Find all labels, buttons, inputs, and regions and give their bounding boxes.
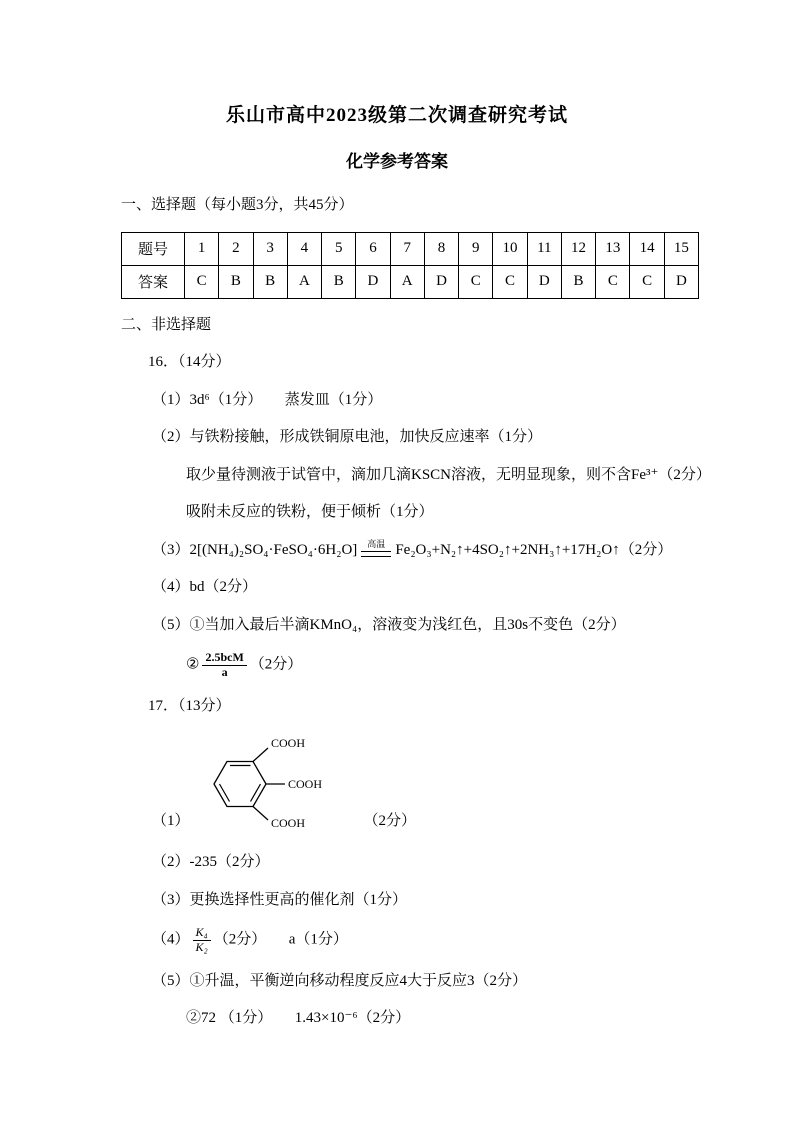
question-number-cell: 11 [527, 232, 561, 265]
cooh-label-bottom: COOH [270, 816, 305, 831]
equation-equals [361, 540, 391, 557]
section-choice-heading: 一、选择题（每小题3分，共45分） [121, 197, 354, 213]
answer-cell: D [527, 265, 561, 298]
fraction [193, 926, 211, 955]
answer-cell: A [390, 265, 424, 298]
q16-item-5-2 [186, 651, 704, 680]
q16-item-4: （4）bd（2分） [152, 579, 258, 595]
question-number-cell: 5 [322, 232, 356, 265]
q16-item-5-1: （5）①当加入最后半滴KMnO₄，溶液变为浅红色，且30s不变色（2分） [152, 616, 626, 633]
row-label-cell: 题号 [122, 232, 185, 265]
q17-item-1-label: （1） [152, 813, 190, 830]
bond-to-cooh-bottom [253, 807, 268, 821]
q17-item-2: （2）-235（2分） [152, 854, 270, 871]
doc-subtitle: 化学参考答案 [346, 152, 448, 171]
question-number-cell: 12 [561, 232, 595, 265]
answer-cell: C [459, 265, 493, 298]
fraction-numerator: 2.5bcM [202, 651, 246, 666]
answer-cell: D [664, 265, 698, 298]
answer-cell: C [596, 265, 630, 298]
answer-cell: C [630, 265, 664, 298]
question-number-cell: 8 [424, 232, 458, 265]
question-number-row [122, 232, 699, 265]
answer-row [122, 265, 699, 298]
answer-cell: D [424, 265, 458, 298]
answer-cell: B [561, 265, 595, 298]
cooh-label-mid: COOH [287, 777, 322, 792]
answer-cell: D [356, 265, 390, 298]
fraction [202, 651, 246, 680]
question-number-cell: 3 [253, 232, 287, 265]
answer-cell: C [493, 265, 527, 298]
answer-cell: C [185, 265, 219, 298]
answer-cell: B [322, 265, 356, 298]
q16-item-2-cont-2: 吸附未反应的铁粉，便于倾析（1分） [186, 504, 434, 520]
q16-item-2-cont-1: 取少量待测液于试管中，滴加几滴KSCN溶液，无明显现象，则不含Fe³⁺（2分） [186, 466, 711, 483]
row-label-cell: 答案 [122, 265, 185, 298]
bond-to-cooh-top [253, 748, 268, 762]
question-number-cell: 13 [596, 232, 630, 265]
benzene-tricarboxylic-structure [200, 732, 350, 836]
q17-title: 17．（13分） [148, 697, 231, 714]
q16-title: 16．（14分） [148, 354, 231, 370]
fraction-numerator: K₄ [193, 926, 211, 941]
q16-item-3 [152, 539, 704, 562]
q17-item-4-prefix: （4） [152, 931, 190, 948]
q16-equation-right: Fe₂O₃+N₂↑+4SO₂↑+2NH₃↑+17H₂O↑（2分） [395, 541, 673, 558]
q16-equation-left: （3）2[(NH₄)₂SO₄·FeSO₄·6H₂O] [152, 541, 358, 558]
cooh-label-top: COOH [270, 736, 305, 751]
q16-item-5-2-score: （2分） [249, 656, 303, 673]
equation-condition: 高温 [367, 538, 386, 549]
q17-item-3: （3）更换选择性更高的催化剂（1分） [152, 891, 408, 908]
question-number-cell: 10 [493, 232, 527, 265]
double-bond [250, 784, 260, 802]
question-number-cell: 6 [356, 232, 390, 265]
double-bond [219, 784, 229, 802]
question-number-cell: 2 [219, 232, 253, 265]
answer-cell: A [287, 265, 321, 298]
doc-title: 乐山市高中2023级第二次调查研究考试 [225, 105, 568, 126]
question-number-cell: 4 [287, 232, 321, 265]
q17-item-1-score: （2分） [363, 813, 417, 830]
section-free-heading: 二、非选择题 [121, 316, 212, 333]
benzene-ring [214, 762, 266, 807]
q16-item-5-2-prefix: ② [186, 656, 200, 673]
q16-item-1: （1）3d⁶（1分） 蒸发皿（1分） [152, 391, 383, 408]
q16-item-2: （2）与铁粉接触，形成铁铜原电池，加快反应速率（1分） [152, 429, 543, 445]
question-number-cell: 14 [630, 232, 664, 265]
question-number-cell: 7 [390, 232, 424, 265]
answer-cell: B [253, 265, 287, 298]
q17-item-4 [152, 926, 704, 955]
double-equals-line [361, 551, 391, 557]
q17-item-1 [152, 732, 704, 836]
q17-item-5-1: （5）①升温，平衡逆向移动程度反应4大于反应3（2分） [152, 972, 528, 989]
fraction-denominator: a [221, 664, 228, 679]
question-number-cell: 1 [185, 232, 219, 265]
q17-item-5-2: ②72 （1分） 1.43×10⁻⁶（2分） [186, 1010, 411, 1027]
q17-item-4-suffix: （2分） a（1分） [213, 931, 348, 948]
answer-cell: B [219, 265, 253, 298]
question-number-cell: 9 [459, 232, 493, 265]
question-number-cell: 15 [664, 232, 698, 265]
answer-table [121, 232, 699, 299]
fraction-denominator: K₂ [195, 939, 208, 954]
